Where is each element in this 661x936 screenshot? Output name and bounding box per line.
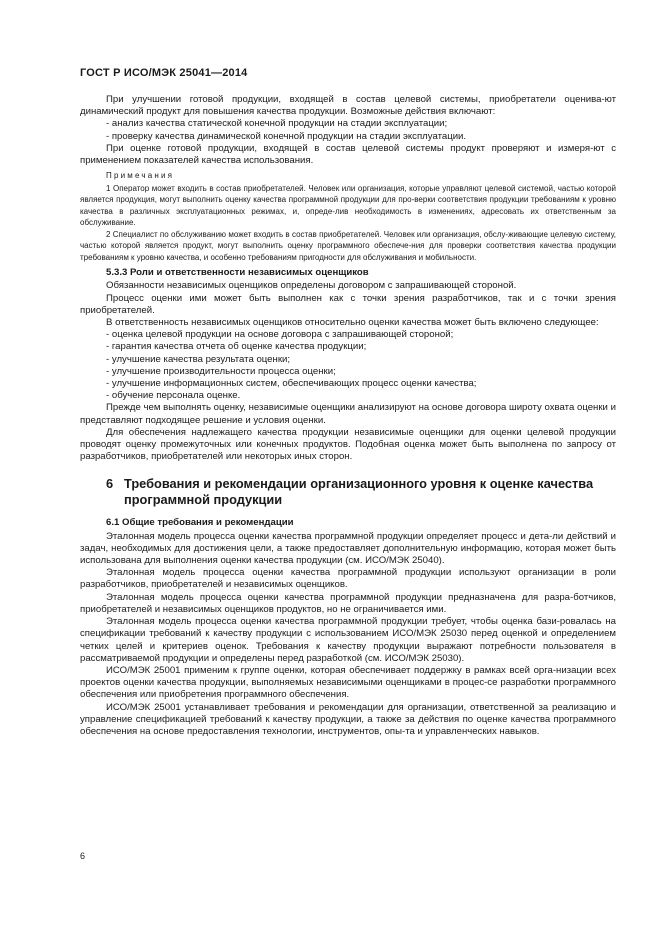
paragraph: ИСО/МЭК 25001 устанавливает требования и рекомендации для организации, ответственной за реализацию и управление спецификацией требований к качеству продукции, а также за действия по оценке качества программного обеспечения на основе предоставления технологии, инструментов, опы-та и управленческих навыков. bbox=[80, 701, 616, 737]
paragraph: Эталонная модель процесса оценки качества программной продукции используют организации в роли разработчиков, приобретателей и независимых оценщиков. bbox=[80, 567, 616, 591]
paragraph: При улучшении готовой продукции, входящей в состав целевой системы, приобретатели оценива-ют динамический продукт для повышения качества продукции. Возможные действия включают: bbox=[80, 94, 616, 118]
paragraph: Эталонная модель процесса оценки качества программной продукции определяет процесс и дета-ли действий и задач, необходимых для достижения цели, а также предоставляет дополнительную информацию, которая может быть использована для выполнения оценки качества продукции (см. ИСО/МЭК 25040). bbox=[80, 530, 616, 567]
notes-heading: Примечания bbox=[106, 171, 175, 181]
paragraph: Прежде чем выполнять оценку, независимые оценщики анализируют на основе договора широту охвата оценки и представляют подходящее решение и условия оценки. bbox=[80, 402, 616, 426]
list-item: - анализ качества статической конечной продукции на стадии эксплуатации; bbox=[106, 118, 448, 130]
list-item: - улучшение информационных систем, обеспечивающих процесс оценки качества; bbox=[106, 378, 477, 390]
list-item: - гарантия качества отчета об оценке качества продукции; bbox=[106, 341, 367, 353]
paragraph: Эталонная модель процесса оценки качества программной продукции требует, чтобы оценка бази-ровалась на спецификации требований к качеству продукции с использованием ИСО/МЭК 25030 перед оценкой и определением четких целей и критериев оценок. Требования к качеству продукции выражают потребности пользователя в рассматриваемой продукции и определены перед разработкой (см. ИСО/МЭК 25030). bbox=[80, 616, 616, 664]
section-title: Требования и рекомендации организационного уровня к оценке качества программной продукции bbox=[124, 476, 594, 508]
page-number: 6 bbox=[80, 851, 86, 861]
paragraph: Эталонная модель процесса оценки качества программной продукции предназначена для разра-ботчиков, приобретателей и независимых оценщиков продуктов, но не ограничивается ими. bbox=[80, 591, 616, 615]
notes-block bbox=[80, 170, 616, 263]
paragraph: При оценке готовой продукции, входящей в состав целевой системы продукт проверяют и измеря-ют с применением показателей качества использования. bbox=[80, 142, 616, 167]
document-header: ГОСТ Р ИСО/МЭК 25041—2014 bbox=[80, 67, 248, 79]
paragraph: Для обеспечения надлежащего качества продукции независимые оценщики для оценки целевой продукции проводят оценку промежуточных или конечных продуктов. Подобная оценка может быть выполнена по запросу от разработчиков, приобретателей или некоторых иных сторон. bbox=[80, 426, 616, 463]
paragraph: Обязанности независимых оценщиков определены договором с запрашивающей стороной. bbox=[106, 280, 517, 292]
paragraph: ИСО/МЭК 25001 применим к группе оценки, которая обеспечивает поддержку в рамках всей орга-низации всех проектов оценки качества продукции, выполняемых независимыми оценщиками в процес-се разработки программного обеспечения или приобретения программного обеспечения. bbox=[80, 664, 616, 701]
list-item: - проверку качества динамической конечной продукции на стадии эксплуатации. bbox=[106, 130, 467, 142]
list-item: - улучшение производительности процесса оценки; bbox=[106, 365, 336, 377]
paragraph: Процесс оценки ими может быть выполнен как с точки зрения разработчиков, так и с точки зрения приобретателей. bbox=[80, 292, 616, 316]
document-body bbox=[80, 94, 616, 738]
section-number: 6 bbox=[106, 476, 114, 492]
subsection-heading-5-3-3: 5.3.3 Роли и ответственности независимых оценщиков bbox=[106, 267, 369, 279]
note-1: 1 Оператор может входить в состав приобретателей. Человек или организация, которые управляют целевой системой, частью которой является продукция, могут выполнить оценку качества программной продукции для про-верки соответствия продукции требованиям к уровню качества в различных эксплуатационных режимах, и, опреде-лив необходимость в изменениях, адресовать их ответственным за обслуживание. bbox=[80, 183, 616, 228]
section-heading-6 bbox=[80, 476, 616, 508]
note-2: 2 Специалист по обслуживанию может входить в состав приобретателей. Человек или организация, обслу-живающие целевую систему, частью которой является продукт, могут выполнить оценку программного обеспече-ния для проверки соответствия качества продукции требованиям к уровню качества, и особенно требованиям пригодности для обслуживания и мобильности. bbox=[80, 229, 616, 262]
list-item: - улучшение качества результата оценки; bbox=[106, 353, 291, 365]
paragraph: В ответственность независимых оценщиков относительно оценки качества может быть включено следующее: bbox=[106, 317, 599, 329]
list-item: - оценка целевой продукции на основе договора с запрашивающей стороной; bbox=[106, 329, 454, 341]
subsection-heading-6-1: 6.1 Общие требования и рекомендации bbox=[106, 517, 294, 529]
list-item: - обучение персонала оценке. bbox=[106, 390, 241, 402]
